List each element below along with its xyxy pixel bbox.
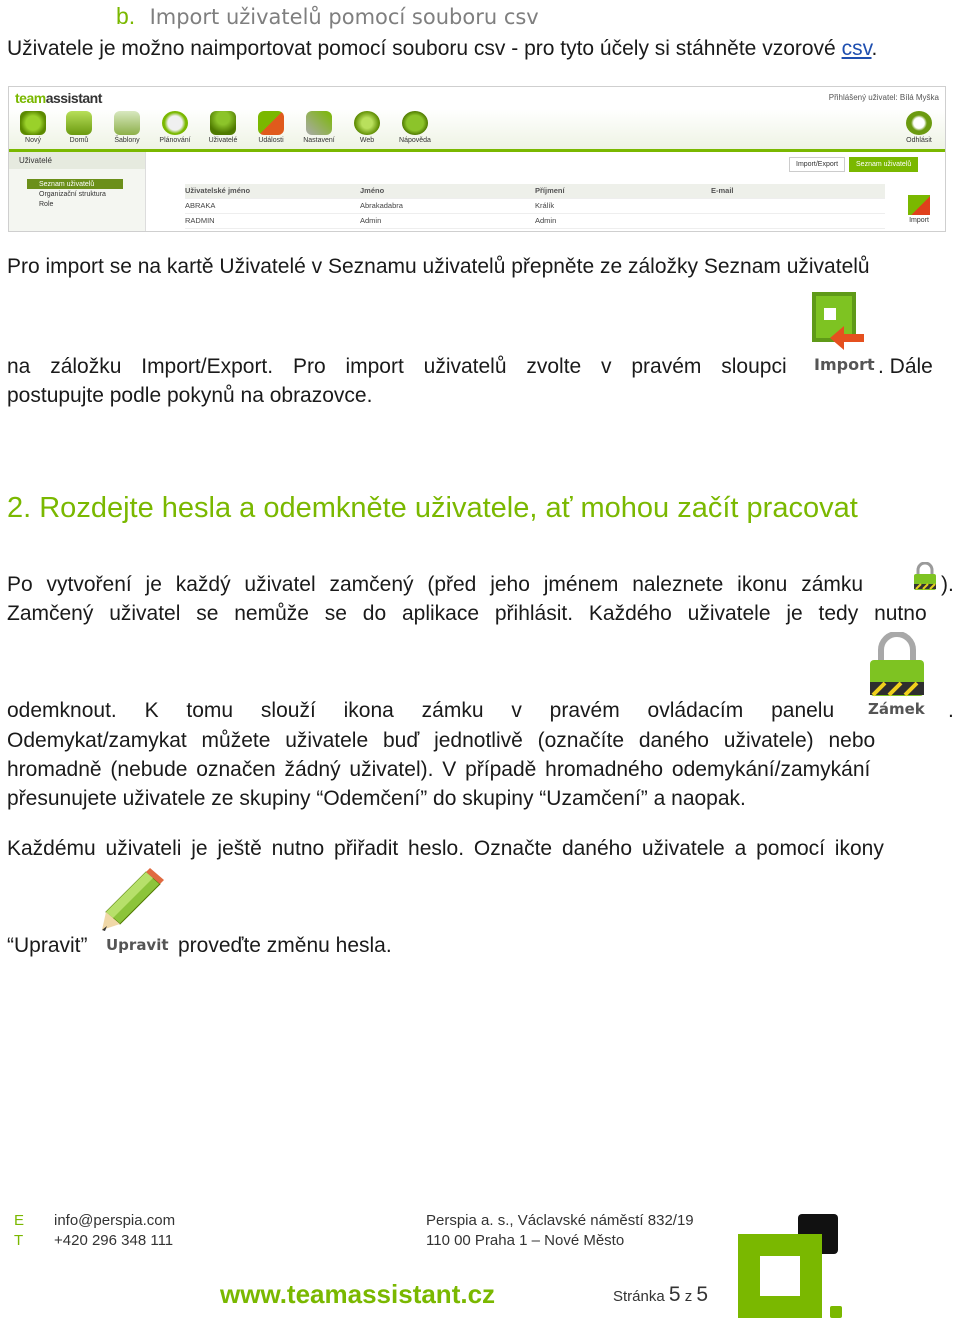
events-icon (258, 111, 284, 135)
section-heading (116, 2, 539, 31)
tools-icon (306, 111, 332, 135)
app-left-panel (9, 152, 146, 231)
para3-line2-start: “Upravit” (7, 934, 88, 957)
toolbar-web-button[interactable]: Web (345, 111, 389, 144)
toolbar-templates-button[interactable]: Šablony (105, 111, 149, 144)
table-row[interactable] (185, 199, 885, 214)
cell-lastname: Králík (535, 201, 555, 210)
para2-line6: přesunujete uživatele ze skupiny “Odemčení” do skupiny “Uzamčení” a naopak. (7, 787, 746, 810)
cell-username: RADMIN (185, 216, 215, 225)
user-table (185, 184, 885, 229)
edit-icon-label: Upravit (106, 936, 169, 954)
footer-company: Perspia a. s., Václavské náměstí 832/19 (426, 1212, 694, 1229)
para1-line3: postupujte podle pokynů na obrazovce. (7, 384, 373, 407)
heading-2: 2. Rozdejte hesla a odemkněte uživatele, ať mohou začít pracovat (7, 492, 858, 524)
footer-city: 110 00 Praha 1 – Nové Město (426, 1232, 625, 1249)
toolbar-help-button[interactable]: Nápověda (393, 111, 437, 144)
tab-user-list[interactable]: Seznam uživatelů (849, 157, 918, 172)
perspia-logo (736, 1212, 844, 1324)
import-button-icon (806, 288, 876, 374)
intro-sentence: Uživatele je možno naimportovat pomocí souboru csv - pro tyto účely si stáhněte vzorové (7, 37, 842, 60)
cell-firstname: Admin (360, 216, 382, 225)
col-username[interactable]: Uživatelské jméno (185, 186, 251, 195)
left-item-roles[interactable]: Role (39, 201, 54, 208)
left-panel-header: Uživatelé (9, 152, 145, 169)
section-title: Import uživatelů pomocí souboru csv (149, 5, 539, 29)
home-icon (66, 111, 92, 135)
templates-icon (114, 111, 140, 135)
csv-template-link[interactable]: csv (841, 37, 872, 60)
toolbar-settings-button[interactable]: Nastavení (297, 111, 341, 144)
clock-icon (162, 111, 188, 135)
para3-line2-end: proveďte změnu hesla. (178, 934, 392, 957)
para2-line2: Zamčený uživatel se nemůže se do aplikace přihlásit. Každého uživatele je tedy nutno (7, 602, 927, 625)
toolbar-events-button[interactable]: Události (249, 111, 293, 144)
intro-period: . (871, 37, 878, 60)
globe-icon (354, 111, 380, 135)
para2-line5: hromadně (nebude označen žádný uživatel). V případě hromadného odemykání/zamykání (7, 758, 871, 781)
app-import-button[interactable]: Import (899, 195, 939, 224)
help-bubble-icon (402, 111, 428, 135)
para1-line1: Pro import se na kartě Uživatelé v Seznamu uživatelů přepněte ze záložky Seznam uživatelů (7, 255, 870, 278)
left-item-org-structure[interactable]: Organizační struktura (39, 191, 106, 198)
footer-phone: +420 296 348 111 (54, 1232, 174, 1249)
edit-pencil-icon (98, 866, 174, 956)
left-item-user-list[interactable]: Seznam uživatelů (27, 179, 123, 189)
footer-phone-label: T (14, 1232, 24, 1249)
toolbar-users-button[interactable]: Uživatelé (201, 111, 245, 144)
para1-line2: na záložku Import/Export. Pro import uživatelů zvolte v pravém sloupci (7, 355, 787, 378)
cell-firstname: Abrakadabra (360, 201, 403, 210)
toolbar-new-button[interactable]: Nový (11, 111, 55, 144)
para1-line2-end: . Dále (878, 355, 933, 378)
para2-line1-end: ). (941, 573, 954, 596)
toolbar-planning-button[interactable]: Plánování (153, 111, 197, 144)
tab-import-export[interactable]: Import/Export (789, 157, 845, 172)
logged-in-user: Přihlášený uživatel: Bílá Myška (828, 93, 939, 102)
import-icon (908, 195, 930, 215)
power-icon (906, 111, 932, 135)
small-lock-icon (912, 562, 938, 592)
app-logo: teamassistant (15, 90, 102, 106)
footer-email-label: E (14, 1212, 25, 1229)
section-letter: b. (116, 3, 136, 29)
para2-line3: odemknout. K tomu slouží ikona zámku v pravém ovládacím panelu (7, 699, 835, 722)
lock-button-icon (864, 632, 930, 718)
col-firstname[interactable]: Jméno (360, 186, 385, 195)
col-email[interactable]: E-mail (711, 186, 734, 195)
footer-email[interactable]: info@perspia.com (54, 1212, 176, 1229)
table-header-row (185, 184, 885, 199)
new-icon (20, 111, 46, 135)
para2-line1: Po vytvoření je každý uživatel zamčený (před jeho jménem naleznete ikonu zámku (7, 573, 864, 596)
app-toolbar (9, 109, 945, 152)
table-row[interactable] (185, 214, 885, 229)
cell-lastname: Admin (535, 216, 557, 225)
app-tabs (789, 157, 922, 172)
app-screenshot (8, 86, 946, 232)
lock-icon-label: Zámek (868, 700, 925, 718)
col-lastname[interactable]: Příjmení (535, 186, 565, 195)
toolbar-home-button[interactable]: Domů (57, 111, 101, 144)
para2-line4: Odemykat/zamykat můžete uživatele buď jednotlivě (označíte daného uživatele) nebo (7, 729, 876, 752)
cell-username: ABRAKA (185, 201, 216, 210)
footer-website[interactable]: www.teamassistant.cz (220, 1279, 496, 1309)
para3-line1: Každému uživateli je ještě nutno přiřadit heslo. Označte daného uživatele a pomocí ikony (7, 837, 884, 860)
page-number: Stránka 5 z 5 (613, 1283, 709, 1306)
app-topbar (9, 87, 945, 109)
para2-line3-end: . (948, 699, 954, 722)
import-icon-label: Import (814, 355, 875, 374)
intro-text (7, 34, 877, 63)
toolbar-logout-button[interactable]: Odhlásit (897, 111, 941, 144)
users-icon (210, 111, 236, 135)
